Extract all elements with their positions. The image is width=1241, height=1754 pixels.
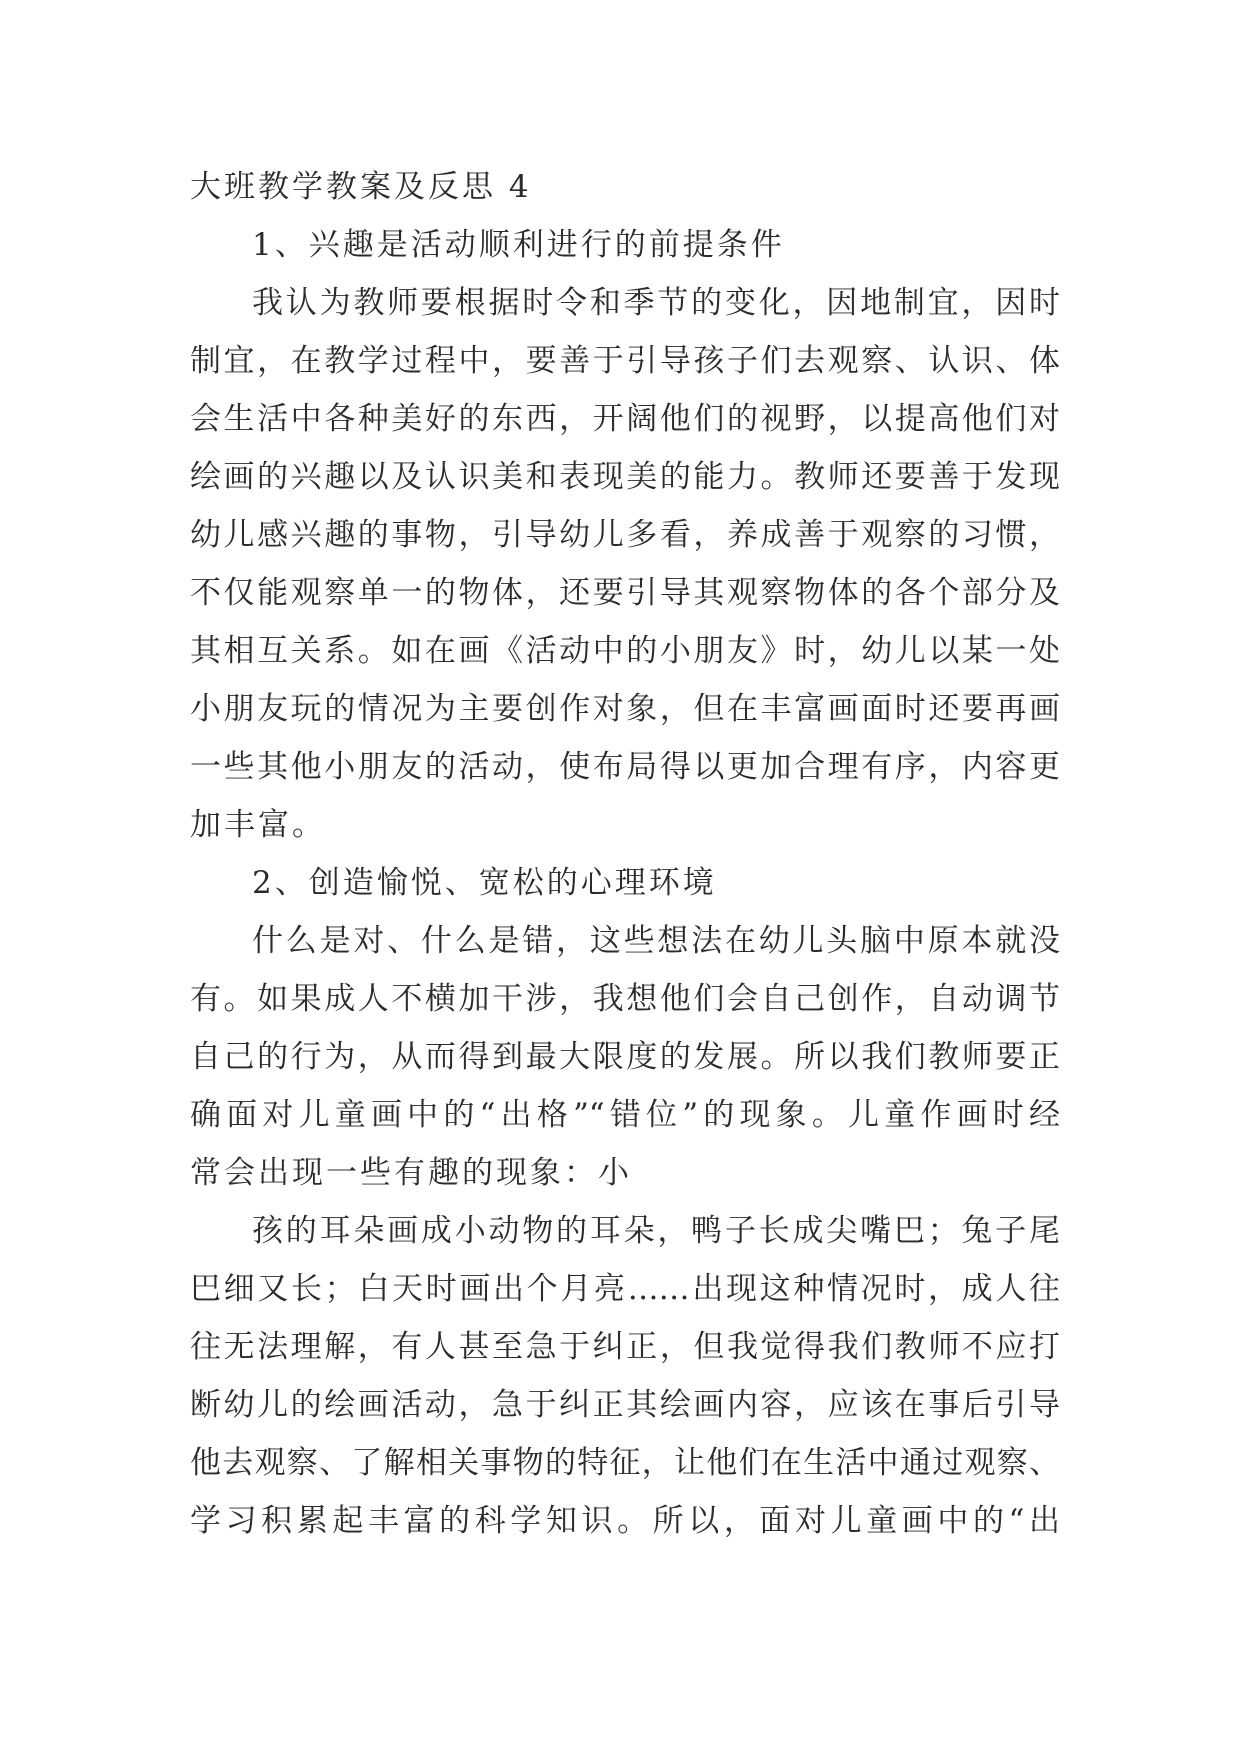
paragraph-line: 加丰富。	[190, 807, 326, 843]
paragraph-environment-2	[190, 1202, 1060, 1550]
paragraph-line: 常会出现一些有趣的现象：小	[190, 1155, 632, 1191]
paragraph-line: 孩的耳朵画成小动物的耳朵，鸭子长成尖嘴巴；兔子尾	[252, 1213, 1060, 1249]
section-heading-environment: 2、创造愉悦、宽松的心理环境	[252, 865, 717, 901]
document-title: 大班教学教案及反思 4	[190, 169, 532, 205]
paragraph-line: 会生活中各种美好的东西，开阔他们的视野，以提高他们对	[190, 401, 1060, 437]
paragraph-line: 其相互关系。如在画《活动中的小朋友》时，幼儿以某一处	[190, 633, 1060, 669]
paragraph-line: 学习积累起丰富的科学知识。所以，面对儿童画中的“出	[190, 1503, 1060, 1539]
paragraph-line: 确面对儿童画中的“出格”“错位”的现象。儿童作画时经	[190, 1097, 1060, 1133]
paragraph-interest	[190, 274, 1060, 854]
paragraph-line: 不仅能观察单一的物体，还要引导其观察物体的各个部分及	[190, 575, 1060, 611]
paragraph-line: 断幼儿的绘画活动，急于纠正其绘画内容，应该在事后引导	[190, 1387, 1060, 1423]
section-heading-interest: 1、兴趣是活动顺利进行的前提条件	[252, 227, 785, 263]
paragraph-line: 绘画的兴趣以及认识美和表现美的能力。教师还要善于发现	[190, 459, 1060, 495]
paragraph-line: 有。如果成人不横加干涉，我想他们会自己创作，自动调节	[190, 981, 1060, 1017]
paragraph-environment-1	[190, 912, 1060, 1202]
paragraph-line: 我认为教师要根据时令和季节的变化，因地制宜，因时	[252, 285, 1060, 321]
paragraph-line: 巴细又长；白天时画出个月亮……出现这种情况时，成人往	[190, 1271, 1060, 1307]
paragraph-line: 小朋友玩的情况为主要创作对象，但在丰富画面时还要再画	[190, 691, 1060, 727]
paragraph-line: 制宜，在教学过程中，要善于引导孩子们去观察、认识、体	[190, 343, 1060, 379]
paragraph-line: 幼儿感兴趣的事物，引导幼儿多看，养成善于观察的习惯，	[190, 517, 1060, 553]
paragraph-line: 什么是对、什么是错，这些想法在幼儿头脑中原本就没	[252, 923, 1060, 959]
paragraph-line: 自己的行为，从而得到最大限度的发展。所以我们教师要正	[190, 1039, 1060, 1075]
paragraph-line: 往无法理解，有人甚至急于纠正，但我觉得我们教师不应打	[190, 1329, 1060, 1365]
paragraph-line: 他去观察、了解相关事物的特征，让他们在生活中通过观察、	[190, 1445, 1060, 1481]
document-body	[190, 158, 1060, 1550]
paragraph-line: 一些其他小朋友的活动，使布局得以更加合理有序，内容更	[190, 749, 1060, 785]
